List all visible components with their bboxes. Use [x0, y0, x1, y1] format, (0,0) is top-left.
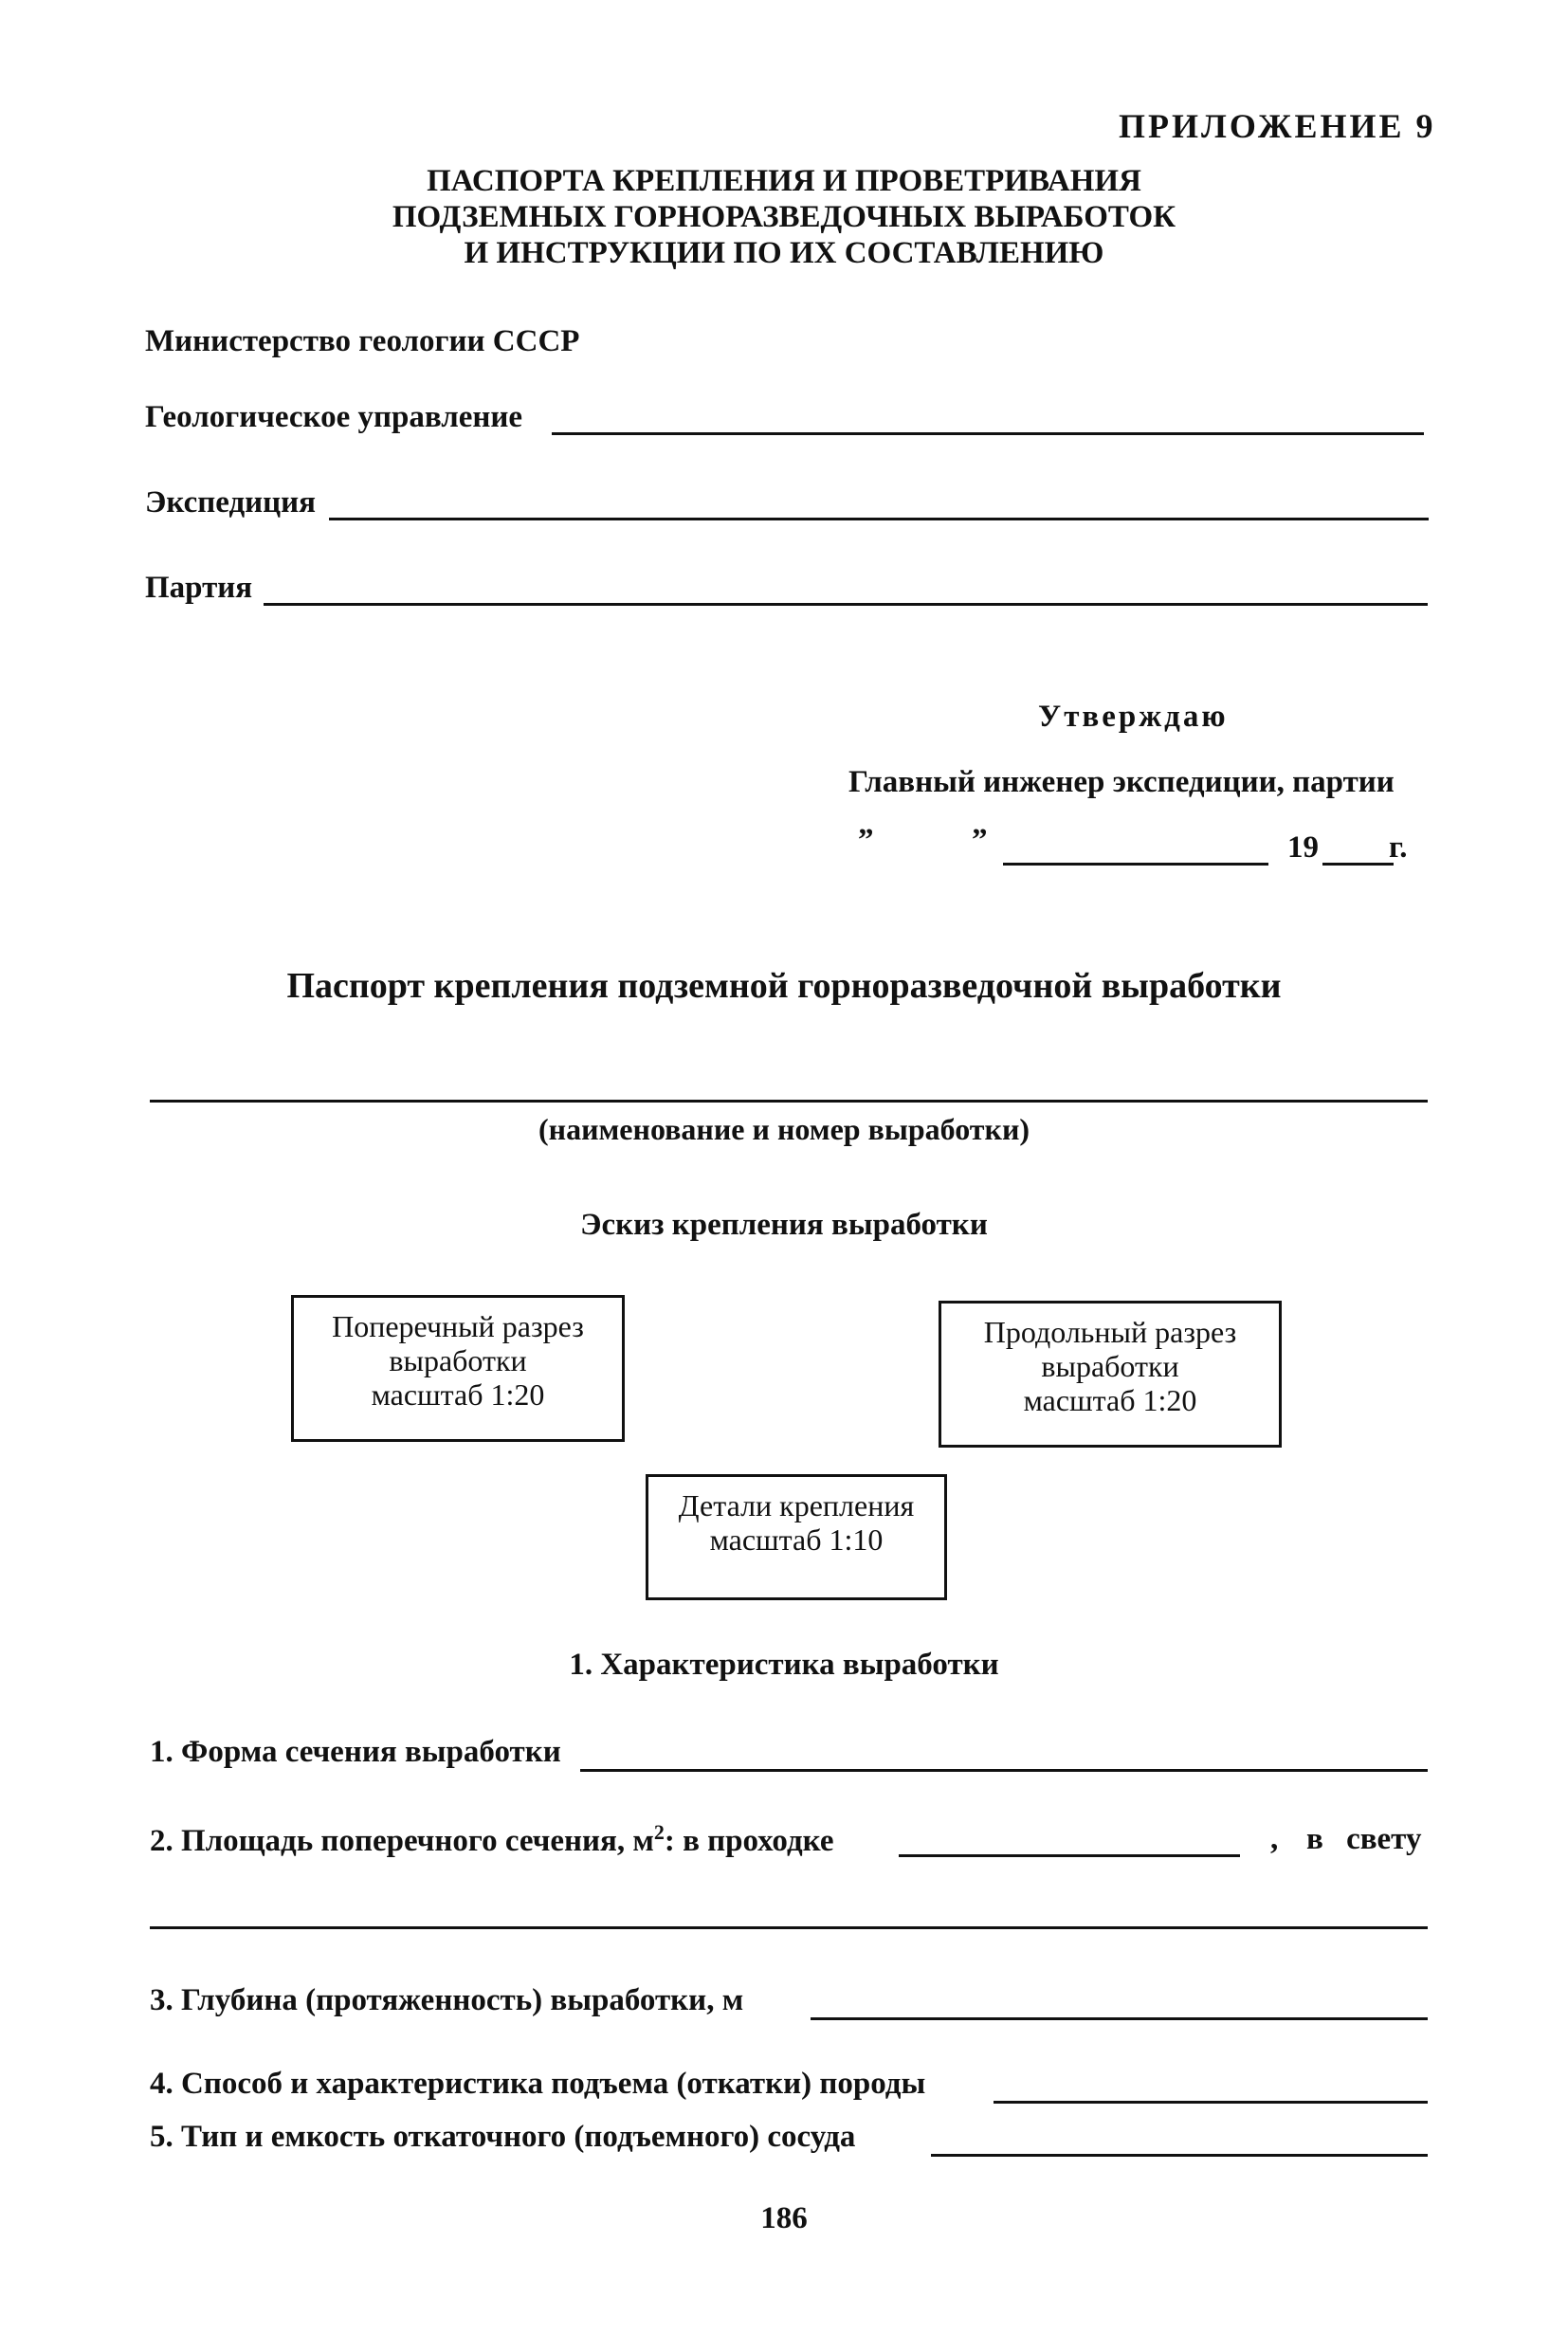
- item-4-label: 4. Способ и характеристика подъема (откатки) породы: [150, 2067, 926, 2101]
- document-title: [284, 163, 1284, 271]
- appendix-label: ПРИЛОЖЕНИЕ 9: [1119, 107, 1436, 145]
- expedition-field[interactable]: [329, 518, 1429, 520]
- expedition-label: Экспедиция: [145, 485, 317, 520]
- date-year-prefix: 19: [1287, 830, 1319, 865]
- item-2-label: [150, 1820, 834, 1859]
- cross-section-line-3: масштаб 1:20: [371, 1377, 545, 1412]
- date-year-suffix: г.: [1389, 830, 1408, 865]
- item-5-label: 5. Тип и емкость откаточного (подъемного) сосуда: [150, 2120, 856, 2154]
- item-4-field[interactable]: [994, 2101, 1428, 2104]
- details-box: [646, 1474, 947, 1600]
- cross-section-line-1: Поперечный разрез: [332, 1309, 584, 1343]
- title-line-1: ПАСПОРТА КРЕПЛЕНИЯ И ПРОВЕТРИВАНИЯ: [427, 164, 1141, 198]
- date-quote-close: ”: [972, 823, 988, 857]
- chief-engineer-label: Главный инженер экспедиции, партии: [848, 765, 1395, 799]
- date-year-field[interactable]: [1322, 863, 1394, 866]
- excavation-name-field[interactable]: [150, 1100, 1428, 1103]
- item-2-net-area-field[interactable]: [150, 1926, 1428, 1929]
- party-field[interactable]: [264, 603, 1428, 606]
- title-line-2: ПОДЗЕМНЫХ ГОРНОРАЗВЕДОЧНЫХ ВЫРАБОТОК: [392, 200, 1176, 234]
- excavation-name-caption: (наименование и номер выработки): [538, 1112, 1030, 1146]
- cross-section-box: [291, 1295, 625, 1442]
- item-1-field[interactable]: [580, 1769, 1428, 1772]
- longitudinal-section-line-1: Продольный разрез: [983, 1315, 1237, 1349]
- party-label: Партия: [145, 571, 253, 605]
- item-2-clear-label: в свету: [1306, 1822, 1422, 1856]
- item-2-mid: : в проходке: [664, 1824, 834, 1858]
- item-3-label: 3. Глубина (протяженность) выработки, м: [150, 1983, 744, 2017]
- details-line-1: Детали крепления: [678, 1488, 915, 1522]
- item-5-field[interactable]: [931, 2154, 1428, 2157]
- ministry-label: Министерство геологии СССР: [145, 324, 580, 358]
- date-month-field[interactable]: [1003, 863, 1268, 866]
- item-2-superscript: 2: [653, 1820, 665, 1844]
- passport-title: Паспорт крепления подземной горноразведочной выработки: [286, 966, 1282, 1006]
- approve-label: Утверждаю: [1038, 700, 1229, 734]
- item-2-comma: ,: [1270, 1822, 1279, 1856]
- item-2-gross-area-field[interactable]: [899, 1854, 1240, 1857]
- item-2-prefix: 2. Площадь поперечного сечения, м: [150, 1824, 654, 1858]
- date-quote-open: ”: [858, 823, 874, 857]
- longitudinal-section-box: [939, 1301, 1282, 1448]
- section-1-title: 1. Характеристика выработки: [569, 1648, 999, 1682]
- geo-department-field[interactable]: [552, 432, 1424, 435]
- cross-section-line-2: выработки: [389, 1343, 527, 1377]
- details-line-2: масштаб 1:10: [709, 1522, 884, 1557]
- title-line-3: И ИНСТРУКЦИИ ПО ИХ СОСТАВЛЕНИЮ: [464, 236, 1104, 270]
- page-number: 186: [760, 2201, 808, 2235]
- sketch-title: Эскиз крепления выработки: [580, 1208, 988, 1242]
- longitudinal-section-line-2: выработки: [1041, 1349, 1179, 1383]
- geo-department-label: Геологическое управление: [145, 400, 523, 434]
- item-3-field[interactable]: [811, 2017, 1428, 2020]
- item-1-label: 1. Форма сечения выработки: [150, 1735, 561, 1769]
- longitudinal-section-line-3: масштаб 1:20: [1023, 1383, 1197, 1417]
